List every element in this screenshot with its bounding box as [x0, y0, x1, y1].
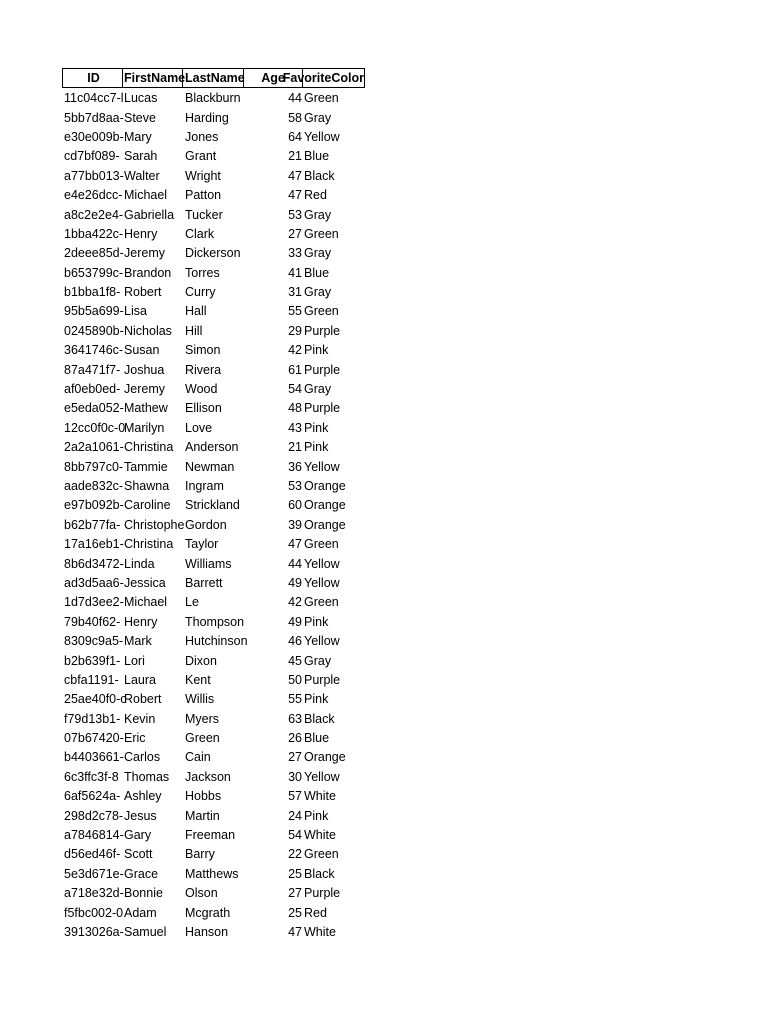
cell-last-name[interactable]: Willis: [185, 692, 215, 707]
cell-id[interactable]: 12cc0f0c-0: [64, 420, 126, 435]
table-row: [62, 554, 365, 573]
table-row: [62, 360, 365, 379]
cell-id[interactable]: e30e009b-: [64, 129, 124, 144]
cell-last-name[interactable]: Jackson: [185, 769, 231, 784]
table-row: [62, 729, 365, 748]
table-row: [62, 632, 365, 651]
table-row: [62, 651, 365, 670]
cell-id[interactable]: b653799c-: [64, 265, 124, 280]
cell-first-name[interactable]: Michael: [124, 188, 168, 203]
cell-last-name[interactable]: Green: [185, 731, 220, 746]
cell-favorite-color[interactable]: Pink: [304, 692, 329, 707]
cell-favorite-color[interactable]: Yellow: [304, 556, 340, 571]
table-row: [62, 477, 365, 496]
cell-age[interactable]: 31: [288, 285, 302, 300]
cell-last-name[interactable]: Torres: [185, 265, 220, 280]
cell-id[interactable]: b2b639f1-: [64, 653, 121, 668]
table-row: [62, 186, 365, 205]
cell-last-name[interactable]: Martin: [185, 808, 220, 823]
cell-favorite-color[interactable]: Red: [304, 905, 327, 920]
cell-first-name[interactable]: Mary: [124, 129, 152, 144]
cell-last-name[interactable]: Hall: [185, 304, 207, 319]
cell-last-name[interactable]: Hobbs: [185, 789, 222, 804]
cell-first-name[interactable]: Robert: [124, 285, 162, 300]
table-row: [62, 768, 365, 787]
cell-age[interactable]: 44: [288, 556, 302, 571]
cell-id[interactable]: f5fbc002-0: [64, 905, 124, 920]
cell-first-name[interactable]: Lisa: [124, 304, 147, 319]
cell-id[interactable]: af0eb0ed-: [64, 382, 121, 397]
cell-first-name[interactable]: Carlos: [124, 750, 161, 765]
table-row: [62, 419, 365, 438]
table-row: [62, 496, 365, 515]
table-row: [62, 438, 365, 457]
cell-id[interactable]: 3913026a-: [64, 924, 124, 939]
cell-favorite-color[interactable]: Yellow: [304, 129, 340, 144]
cell-last-name[interactable]: Blackburn: [185, 91, 241, 106]
cell-age[interactable]: 27: [288, 886, 302, 901]
table-row: [62, 865, 365, 884]
cell-first-name[interactable]: Jeremy: [124, 246, 165, 261]
cell-id[interactable]: cd7bf089-: [64, 149, 120, 164]
cell-favorite-color[interactable]: Yellow: [304, 769, 340, 784]
cell-last-name[interactable]: Barrett: [185, 575, 223, 590]
cell-id[interactable]: e4e26dcc-: [64, 188, 123, 203]
table-row: [62, 128, 365, 147]
cell-favorite-color[interactable]: Black: [304, 866, 335, 881]
cell-age[interactable]: 21: [288, 149, 302, 164]
cell-id[interactable]: 07b67420-: [64, 731, 124, 746]
cell-age[interactable]: 39: [288, 517, 302, 532]
cell-favorite-color[interactable]: Green: [304, 595, 339, 610]
cell-favorite-color[interactable]: Pink: [304, 808, 329, 823]
cell-id[interactable]: 1bba422c-: [64, 226, 124, 241]
table-row: [62, 225, 365, 244]
cell-age[interactable]: 50: [288, 672, 302, 687]
cell-last-name[interactable]: Dickerson: [185, 246, 241, 261]
table-row: [62, 613, 365, 632]
cell-id[interactable]: b4403661-: [64, 750, 124, 765]
cell-id[interactable]: 6c3ffc3f-8: [64, 769, 119, 784]
cell-last-name[interactable]: Harding: [185, 110, 229, 125]
cell-id[interactable]: 79b40f62-: [64, 614, 121, 629]
cell-first-name[interactable]: Laura: [124, 672, 156, 687]
table-row: [62, 89, 365, 108]
cell-first-name[interactable]: Bonnie: [124, 886, 163, 901]
cell-favorite-color[interactable]: Pink: [304, 343, 329, 358]
cell-age[interactable]: 48: [288, 401, 302, 416]
cell-favorite-color[interactable]: Gray: [304, 110, 332, 125]
cell-age[interactable]: 21: [288, 440, 302, 455]
cell-id[interactable]: a77bb013-: [64, 168, 124, 183]
cell-age[interactable]: 26: [288, 731, 302, 746]
cell-first-name[interactable]: Christina: [124, 440, 174, 455]
cell-last-name[interactable]: Wright: [185, 168, 221, 183]
cell-favorite-color[interactable]: Gray: [304, 246, 332, 261]
cell-favorite-color[interactable]: Black: [304, 711, 335, 726]
cell-age[interactable]: 25: [288, 905, 302, 920]
header-row: [62, 68, 365, 88]
cell-id[interactable]: b1bba1f8-: [64, 285, 121, 300]
table-row: [62, 302, 365, 321]
cell-favorite-color[interactable]: White: [304, 924, 336, 939]
cell-id[interactable]: b62b77fa-: [64, 517, 121, 532]
table-row: [62, 341, 365, 360]
cell-id[interactable]: a7846814-: [64, 828, 124, 843]
cell-first-name[interactable]: Gary: [124, 828, 152, 843]
cell-last-name[interactable]: Thompson: [185, 614, 245, 629]
cell-id[interactable]: e5eda052-: [64, 401, 124, 416]
cell-first-name[interactable]: Mathew: [124, 401, 168, 416]
cell-last-name[interactable]: Tucker: [185, 207, 223, 222]
cell-age[interactable]: 57: [288, 789, 302, 804]
cell-id[interactable]: 6af5624a-: [64, 789, 121, 804]
cell-favorite-color[interactable]: White: [304, 789, 336, 804]
cell-favorite-color[interactable]: Green: [304, 847, 339, 862]
cell-id[interactable]: 11c04cc7-l: [64, 91, 124, 106]
cell-favorite-color[interactable]: Green: [304, 91, 339, 106]
cell-age[interactable]: 41: [288, 265, 302, 280]
table-row: [62, 748, 365, 767]
cell-first-name[interactable]: Scott: [124, 847, 153, 862]
table-row: [62, 787, 365, 806]
table-row: [62, 535, 365, 554]
cell-age[interactable]: 42: [288, 343, 302, 358]
cell-age[interactable]: 49: [288, 575, 302, 590]
cell-first-name[interactable]: Ashley: [124, 789, 162, 804]
table-row: [62, 244, 365, 263]
cell-age[interactable]: 60: [288, 498, 302, 513]
cell-first-name[interactable]: Susan: [124, 343, 160, 358]
cell-age[interactable]: 53: [288, 207, 302, 222]
cell-id[interactable]: a718e32d-: [64, 886, 124, 901]
cell-age[interactable]: 53: [288, 479, 302, 493]
cell-first-name[interactable]: Henry: [124, 226, 158, 241]
table-body: [62, 89, 365, 942]
cell-age[interactable]: 47: [288, 537, 302, 552]
cell-last-name[interactable]: Mcgrath: [185, 905, 231, 920]
cell-favorite-color[interactable]: Blue: [304, 731, 330, 746]
cell-favorite-color[interactable]: White: [304, 828, 336, 843]
cell-favorite-color[interactable]: Gray: [304, 285, 332, 300]
cell-last-name[interactable]: Matthews: [185, 866, 239, 881]
cell-age[interactable]: 44: [288, 91, 302, 106]
cell-age[interactable]: 27: [288, 750, 302, 765]
cell-age[interactable]: 61: [288, 362, 302, 377]
cell-first-name[interactable]: Samuel: [124, 924, 167, 939]
cell-favorite-color[interactable]: Gray: [304, 653, 332, 668]
table-row: [62, 923, 365, 942]
cell-favorite-color[interactable]: Gray: [304, 382, 332, 397]
cell-last-name[interactable]: Hanson: [185, 924, 229, 939]
cell-id[interactable]: 8b6d3472-: [64, 556, 124, 571]
cell-id[interactable]: 3641746c-: [64, 343, 124, 358]
table-row: [62, 399, 365, 418]
cell-favorite-color[interactable]: Pink: [304, 420, 329, 435]
cell-first-name[interactable]: Henry: [124, 614, 158, 629]
cell-id[interactable]: 2deee85d-: [64, 246, 124, 261]
cell-first-name[interactable]: Brandon: [124, 265, 172, 280]
cell-favorite-color[interactable]: Yellow: [304, 634, 340, 649]
cell-first-name[interactable]: Jesus: [124, 808, 157, 823]
cell-id[interactable]: aade832c-: [64, 479, 124, 493]
table-row: [62, 264, 365, 283]
cell-first-name[interactable]: Tammie: [124, 459, 168, 474]
cell-first-name[interactable]: Michael: [124, 595, 168, 610]
spreadsheet: [62, 68, 365, 942]
cell-first-name[interactable]: Jeremy: [124, 382, 165, 397]
cell-age[interactable]: 54: [288, 828, 302, 843]
cell-last-name[interactable]: Hill: [185, 323, 203, 338]
table-row: [62, 826, 365, 845]
cell-favorite-color[interactable]: Pink: [304, 440, 329, 455]
cell-age[interactable]: 33: [288, 246, 302, 261]
cell-age[interactable]: 55: [288, 692, 302, 707]
cell-last-name[interactable]: Freeman: [185, 828, 236, 843]
cell-favorite-color[interactable]: Yellow: [304, 459, 340, 474]
cell-favorite-color[interactable]: Orange: [304, 517, 346, 532]
cell-first-name[interactable]: Gabriella: [124, 207, 175, 222]
cell-last-name[interactable]: Cain: [185, 750, 211, 765]
cell-favorite-color[interactable]: Blue: [304, 149, 330, 164]
table-row: [62, 167, 365, 186]
cell-first-name[interactable]: Adam: [124, 905, 157, 920]
cell-age[interactable]: 58: [288, 110, 302, 125]
cell-last-name[interactable]: Strickland: [185, 498, 240, 513]
cell-age[interactable]: 47: [288, 168, 302, 183]
cell-age[interactable]: 63: [288, 711, 302, 726]
cell-last-name[interactable]: Olson: [185, 886, 218, 901]
cell-last-name[interactable]: Patton: [185, 188, 222, 203]
cell-first-name[interactable]: Linda: [124, 556, 155, 571]
table-row: [62, 205, 365, 224]
cell-id[interactable]: 298d2c78-: [64, 808, 124, 823]
cell-age[interactable]: 42: [288, 595, 302, 610]
table-row: [62, 884, 365, 903]
table-row: [62, 147, 365, 166]
cell-favorite-color[interactable]: Green: [304, 537, 339, 552]
cell-first-name[interactable]: Kevin: [124, 711, 156, 726]
table-row: [62, 903, 365, 922]
cell-favorite-color[interactable]: Purple: [304, 362, 341, 377]
cell-first-name[interactable]: Nicholas: [124, 323, 172, 338]
cell-id[interactable]: f79d13b1-: [64, 711, 121, 726]
cell-id[interactable]: ad3d5aa6-: [64, 575, 124, 590]
table-row: [62, 283, 365, 302]
cell-last-name[interactable]: Grant: [185, 149, 217, 164]
cell-age[interactable]: 55: [288, 304, 302, 319]
cell-age[interactable]: 36: [288, 459, 302, 474]
cell-last-name[interactable]: Jones: [185, 129, 219, 144]
cell-last-name[interactable]: Taylor: [185, 537, 219, 552]
table-row: [62, 516, 365, 535]
cell-last-name[interactable]: Ellison: [185, 401, 222, 416]
cell-first-name[interactable]: Mark: [124, 634, 152, 649]
cell-age[interactable]: 47: [288, 924, 302, 939]
cell-last-name[interactable]: Clark: [185, 226, 215, 241]
cell-age[interactable]: 54: [288, 382, 302, 397]
cell-age[interactable]: 29: [288, 323, 302, 338]
table-row: [62, 457, 365, 476]
table-row: [62, 108, 365, 127]
table-row: [62, 845, 365, 864]
cell-last-name[interactable]: Ingram: [185, 479, 224, 493]
cell-id[interactable]: d56ed46f-: [64, 847, 121, 862]
cell-first-name[interactable]: Sarah: [124, 149, 158, 164]
cell-age[interactable]: 24: [288, 808, 302, 823]
cell-favorite-color[interactable]: Purple: [304, 323, 341, 338]
cell-age[interactable]: 22: [288, 847, 302, 862]
cell-age[interactable]: 45: [288, 653, 302, 668]
cell-id[interactable]: cbfa1191-: [64, 672, 119, 687]
cell-age[interactable]: 46: [288, 634, 302, 649]
cell-favorite-color[interactable]: Purple: [304, 672, 341, 687]
cell-first-name[interactable]: Thomas: [124, 769, 170, 784]
cell-first-name[interactable]: Marilyn: [124, 420, 165, 435]
cell-age[interactable]: 49: [288, 614, 302, 629]
cell-last-name[interactable]: Curry: [185, 285, 216, 300]
cell-favorite-color[interactable]: Red: [304, 188, 327, 203]
cell-first-name[interactable]: Christina: [124, 537, 174, 552]
cell-favorite-color[interactable]: Yellow: [304, 575, 340, 590]
cell-id[interactable]: e97b092b-: [64, 498, 124, 513]
cell-id[interactable]: 8bb797c0-: [64, 459, 124, 474]
header-favorite-color[interactable]: [282, 68, 365, 88]
header-first-name[interactable]: FirstName: [123, 68, 183, 88]
cell-favorite-color[interactable]: Gray: [304, 207, 332, 222]
cell-last-name[interactable]: Love: [185, 420, 213, 435]
cell-last-name[interactable]: Hutchinson: [185, 634, 248, 649]
cell-favorite-color[interactable]: Purple: [304, 401, 341, 416]
cell-last-name[interactable]: Simon: [185, 343, 221, 358]
cell-last-name[interactable]: Williams: [185, 556, 232, 571]
cell-favorite-color[interactable]: Green: [304, 304, 339, 319]
table-row: [62, 806, 365, 825]
cell-first-name[interactable]: Walter: [124, 168, 160, 183]
table-row: [62, 671, 365, 690]
cell-first-name[interactable]: Caroline: [124, 498, 171, 513]
cell-id[interactable]: 95b5a699-: [64, 304, 124, 319]
cell-favorite-color[interactable]: Pink: [304, 614, 329, 629]
table-row: [62, 574, 365, 593]
cell-id[interactable]: 17a16eb1-: [64, 537, 124, 552]
table-row: [62, 593, 365, 612]
cell-last-name[interactable]: Anderson: [185, 440, 239, 455]
cell-first-name[interactable]: Grace: [124, 866, 159, 881]
header-id[interactable]: ID: [62, 68, 123, 88]
cell-id[interactable]: 25ae40f0-c: [64, 692, 127, 707]
header-favorite-color-label: FavoriteColor: [282, 71, 364, 85]
cell-favorite-color[interactable]: Green: [304, 226, 339, 241]
cell-age[interactable]: 30: [288, 769, 302, 784]
cell-first-name[interactable]: Joshua: [124, 362, 165, 377]
cell-first-name[interactable]: Steve: [124, 110, 156, 125]
table-row: [62, 690, 365, 709]
cell-first-name[interactable]: Jessica: [124, 575, 166, 590]
cell-id[interactable]: 2a2a1061-: [64, 440, 124, 455]
table-row: [62, 710, 365, 729]
cell-favorite-color[interactable]: Purple: [304, 886, 341, 901]
cell-first-name[interactable]: Christophe: [124, 517, 185, 532]
cell-age[interactable]: 25: [288, 866, 302, 881]
cell-last-name[interactable]: Barry: [185, 847, 215, 862]
cell-last-name[interactable]: Newman: [185, 459, 235, 474]
cell-id[interactable]: 5bb7d8aa-: [64, 110, 124, 125]
cell-last-name[interactable]: Gordon: [185, 517, 227, 532]
cell-last-name[interactable]: Le: [185, 595, 199, 610]
cell-first-name[interactable]: Lucas: [124, 91, 158, 106]
cell-first-name[interactable]: Eric: [124, 731, 146, 746]
cell-id[interactable]: a8c2e2e4-: [64, 207, 124, 222]
cell-first-name[interactable]: Shawna: [124, 479, 170, 493]
cell-last-name[interactable]: Wood: [185, 382, 218, 397]
cell-favorite-color[interactable]: Orange: [304, 750, 346, 765]
cell-age[interactable]: 27: [288, 226, 302, 241]
cell-age[interactable]: 47: [288, 188, 302, 203]
cell-id[interactable]: 5e3d671e-: [64, 866, 124, 881]
header-last-name[interactable]: LastName: [183, 68, 244, 88]
cell-favorite-color[interactable]: Black: [304, 168, 335, 183]
cell-first-name[interactable]: Lori: [124, 653, 145, 668]
cell-last-name[interactable]: Kent: [185, 672, 211, 687]
cell-last-name[interactable]: Myers: [185, 711, 220, 726]
cell-favorite-color[interactable]: Orange: [304, 479, 346, 493]
table-row: [62, 322, 365, 341]
cell-age[interactable]: 64: [288, 129, 302, 144]
cell-favorite-color[interactable]: Orange: [304, 498, 346, 513]
cell-first-name[interactable]: Robert: [124, 692, 162, 707]
header-age[interactable]: Age: [244, 68, 303, 88]
cell-last-name[interactable]: Dixon: [185, 653, 217, 668]
cell-id[interactable]: 0245890b-: [64, 323, 124, 338]
cell-id[interactable]: 1d7d3ee2-: [64, 595, 124, 610]
cell-favorite-color[interactable]: Blue: [304, 265, 330, 280]
table-row: [62, 380, 365, 399]
cell-id[interactable]: 87a471f7-: [64, 362, 121, 377]
cell-id[interactable]: 8309c9a5-: [64, 634, 124, 649]
cell-last-name[interactable]: Rivera: [185, 362, 222, 377]
cell-age[interactable]: 43: [288, 420, 302, 435]
